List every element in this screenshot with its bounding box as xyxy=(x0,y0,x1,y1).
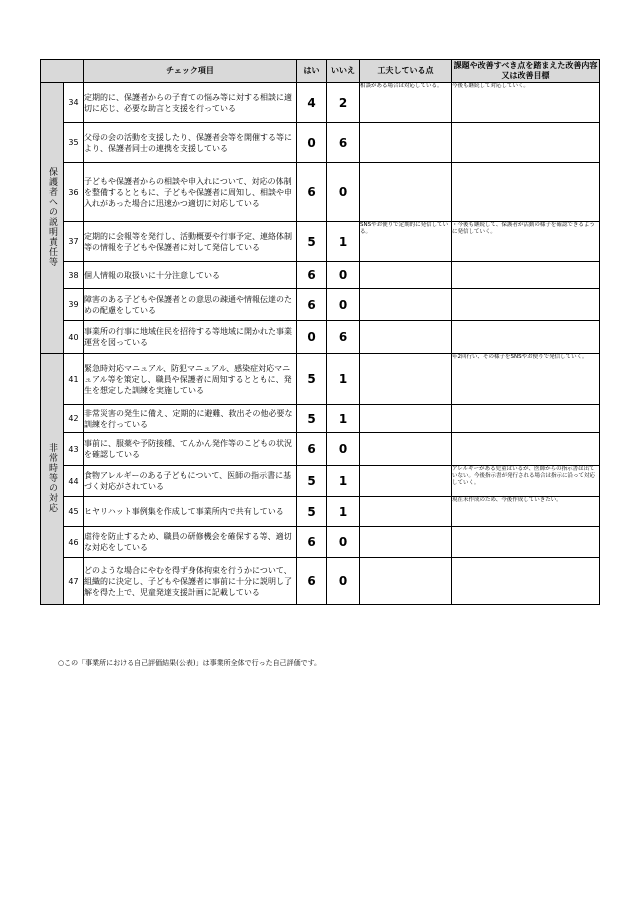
check-item-text: 事業所の行事に地域住民を招待する等地域に開かれた事業運営を図っている xyxy=(84,321,297,354)
yes-count: 6 xyxy=(297,289,327,321)
table-row xyxy=(41,262,600,289)
footnote: ○この「事業所における自己評価結果(公表)」は事業所全体で行った自己評価です。 xyxy=(58,659,322,667)
no-count: 0 xyxy=(327,289,360,321)
no-count: 1 xyxy=(327,354,360,405)
effort-note xyxy=(360,433,452,466)
no-count: 2 xyxy=(327,83,360,123)
check-item-text: 緊急時対応マニュアル、防犯マニュアル、感染症対応マニュアル等を策定し、職員や保護者に周知するとともに、発生を想定した訓練を実施している xyxy=(84,354,297,405)
self-evaluation-table xyxy=(40,59,600,605)
yes-count: 5 xyxy=(297,497,327,527)
check-item-text: 父母の会の活動を支援したり、保護者会等を開催する等により、保護者同士の連携を支援している xyxy=(84,123,297,163)
item-number: 44 xyxy=(64,466,84,497)
check-item-text: ヒヤリハット事例集を作成して事業所内で共有している xyxy=(84,497,297,527)
check-item-text: 事前に、服薬や予防接種、てんかん発作等のこどもの状況を確認している xyxy=(84,433,297,466)
issue-note xyxy=(452,433,600,466)
effort-note xyxy=(360,321,452,354)
header-effort: 工夫している点 xyxy=(360,60,452,83)
effort-note xyxy=(360,558,452,605)
yes-count: 0 xyxy=(297,123,327,163)
no-count: 1 xyxy=(327,405,360,433)
check-item-text: 食物アレルギーのある子どもについて、医師の指示書に基づく対応がされている xyxy=(84,466,297,497)
check-item-text: 子どもや保護者からの相談や申入れについて、対応の体制を整備するとともに、子どもや保護者に周知し、相談や申入れがあった場合に迅速かつ適切に対応している xyxy=(84,163,297,222)
category-cell xyxy=(41,83,64,354)
issue-note: 年2回行い、その様子をSNSやお便りで発信していく。 xyxy=(452,354,600,405)
item-number: 36 xyxy=(64,163,84,222)
effort-note xyxy=(360,466,452,497)
yes-count: 6 xyxy=(297,558,327,605)
item-number: 42 xyxy=(64,405,84,433)
effort-note xyxy=(360,405,452,433)
issue-note xyxy=(452,405,600,433)
no-count: 0 xyxy=(327,527,360,558)
table-header-row xyxy=(41,60,600,83)
yes-count: 5 xyxy=(297,405,327,433)
yes-count: 5 xyxy=(297,222,327,262)
table-row xyxy=(41,405,600,433)
category-cell xyxy=(41,354,64,605)
item-number: 45 xyxy=(64,497,84,527)
effort-note: SNSやお便りで定期的に発信している。 xyxy=(360,222,452,262)
table-row xyxy=(41,558,600,605)
yes-count: 6 xyxy=(297,433,327,466)
no-count: 6 xyxy=(327,123,360,163)
check-item-text: 定期的に会報等を発行し、活動概要や行事予定、連絡体制等の情報を子どもや保護者に対して発信している xyxy=(84,222,297,262)
table-row xyxy=(41,321,600,354)
effort-note xyxy=(360,289,452,321)
yes-count: 6 xyxy=(297,163,327,222)
table-row xyxy=(41,354,600,405)
yes-count: 4 xyxy=(297,83,327,123)
issue-note xyxy=(452,123,600,163)
effort-note xyxy=(360,354,452,405)
effort-note xyxy=(360,163,452,222)
table-row xyxy=(41,433,600,466)
table-row xyxy=(41,222,600,262)
item-number: 37 xyxy=(64,222,84,262)
item-number: 41 xyxy=(64,354,84,405)
no-count: 0 xyxy=(327,433,360,466)
table-row xyxy=(41,466,600,497)
item-number: 40 xyxy=(64,321,84,354)
issue-note xyxy=(452,321,600,354)
header-check-item: チェック項目 xyxy=(84,60,297,83)
table-row xyxy=(41,527,600,558)
check-item-text: どのような場合にやむを得ず身体拘束を行うかについて、組織的に決定し、子どもや保護者に事前に十分に説明し了解を得た上で、児童発達支援計画に記載している xyxy=(84,558,297,605)
table-row xyxy=(41,163,600,222)
table-row xyxy=(41,123,600,163)
no-count: 1 xyxy=(327,466,360,497)
item-number: 34 xyxy=(64,83,84,123)
category-label: 保護者への説明責任等 xyxy=(47,166,57,267)
item-number: 38 xyxy=(64,262,84,289)
header-corner xyxy=(41,60,84,83)
issue-note xyxy=(452,262,600,289)
issue-note: アレルギーがある児童はいるが、医師からの指示書は出ていない。今後指示書が発行される場合は指示に沿って対応していく。 xyxy=(452,466,600,497)
issue-note xyxy=(452,527,600,558)
category-label: 非常時等の対応 xyxy=(47,442,57,513)
yes-count: 0 xyxy=(297,321,327,354)
check-item-text: 虐待を防止するため、職員の研修機会を確保する等、適切な対応をしている xyxy=(84,527,297,558)
check-item-text: 個人情報の取扱いに十分注意している xyxy=(84,262,297,289)
check-item-text: 非常災害の発生に備え、定期的に避難、救出その他必要な訓練を行っている xyxy=(84,405,297,433)
no-count: 0 xyxy=(327,262,360,289)
effort-note xyxy=(360,497,452,527)
effort-note: 相談がある場合は対応している。 xyxy=(360,83,452,123)
check-item-text: 障害のある子どもや保護者との意思の疎通や情報伝達のための配慮をしている xyxy=(84,289,297,321)
yes-count: 6 xyxy=(297,262,327,289)
effort-note xyxy=(360,123,452,163)
header-yes: はい xyxy=(297,60,327,83)
item-number: 47 xyxy=(64,558,84,605)
issue-note xyxy=(452,558,600,605)
yes-count: 5 xyxy=(297,354,327,405)
issue-note: ・今後も継続して、保護者が活動の様子を確認できるように発信していく。 xyxy=(452,222,600,262)
yes-count: 6 xyxy=(297,527,327,558)
no-count: 1 xyxy=(327,497,360,527)
item-number: 43 xyxy=(64,433,84,466)
header-issue: 課題や改善すべき点を踏まえた改善内容又は改善目標 xyxy=(452,60,600,83)
table-row xyxy=(41,83,600,123)
check-item-text: 定期的に、保護者からの子育ての悩み等に対する相談に適切に応じ、必要な助言と支援を行っている xyxy=(84,83,297,123)
table-row xyxy=(41,289,600,321)
issue-note: 今後も継続して対応していく。 xyxy=(452,83,600,123)
issue-note xyxy=(452,289,600,321)
item-number: 39 xyxy=(64,289,84,321)
effort-note xyxy=(360,262,452,289)
item-number: 35 xyxy=(64,123,84,163)
item-number: 46 xyxy=(64,527,84,558)
no-count: 6 xyxy=(327,321,360,354)
effort-note xyxy=(360,527,452,558)
issue-note xyxy=(452,163,600,222)
no-count: 1 xyxy=(327,222,360,262)
no-count: 0 xyxy=(327,558,360,605)
no-count: 0 xyxy=(327,163,360,222)
table-row xyxy=(41,497,600,527)
header-no: いいえ xyxy=(327,60,360,83)
issue-note: 現在未作成のため、今後作成していきたい。 xyxy=(452,497,600,527)
yes-count: 5 xyxy=(297,466,327,497)
